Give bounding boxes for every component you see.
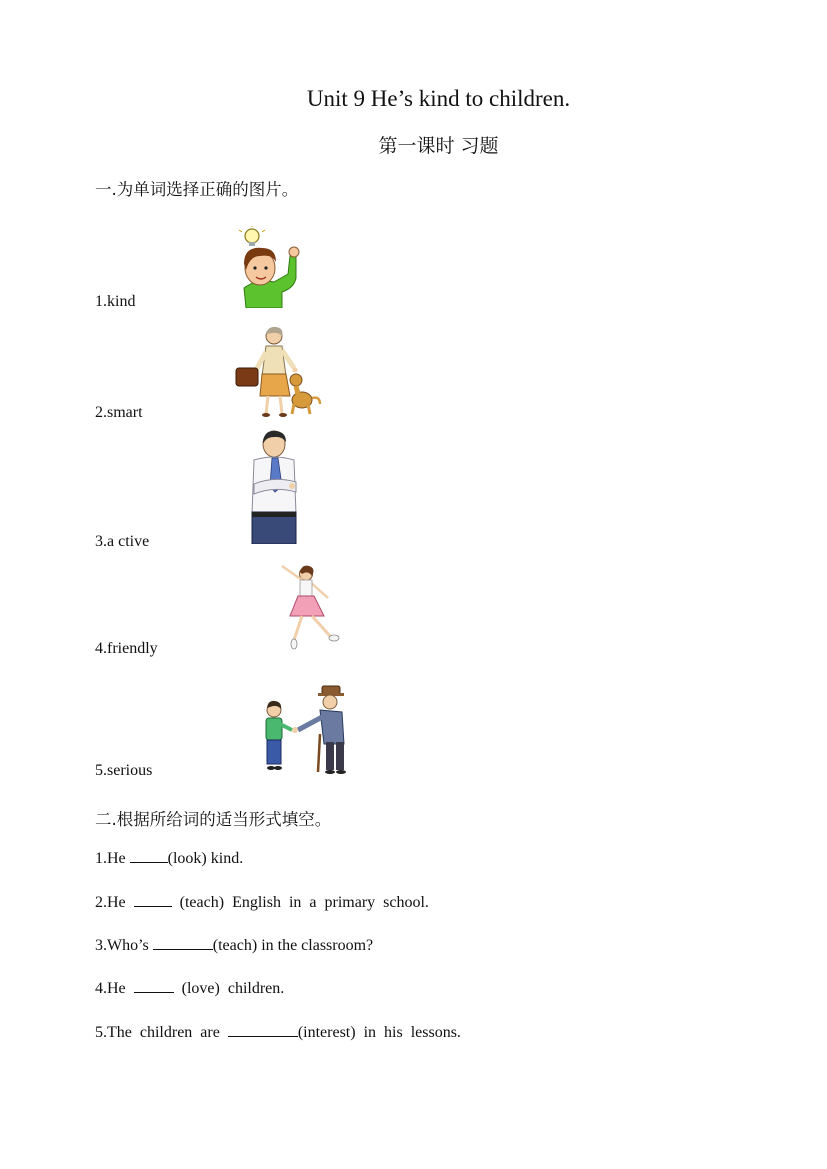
woman-petting-dog-icon: [232, 324, 324, 418]
fill-item-3-before: 3.Who’s: [95, 937, 149, 954]
fill-item-2: [95, 894, 429, 912]
fill-item-3: [95, 937, 373, 955]
fill-item-2-after: English in a primary school.: [232, 894, 429, 911]
fill-item-4: [95, 980, 284, 998]
fill-item-4-hint: (love): [181, 980, 220, 997]
fill-item-4-before: 4.He: [95, 980, 126, 997]
word-item-3: 3.a ctive: [95, 533, 150, 550]
fill-item-5-before: 5.The children are: [95, 1024, 220, 1041]
fill-item-1-blank[interactable]: [130, 861, 168, 863]
boy-shaking-hands-with-old-man-icon: [262, 684, 354, 774]
fill-item-2-hint: (teach): [179, 894, 225, 911]
page-title: Unit 9 He’s kind to children.: [306, 86, 571, 111]
fill-item-5-blank[interactable]: [228, 1035, 298, 1037]
boy-with-idea-icon: [238, 226, 304, 308]
word-item-4: 4.friendly: [95, 640, 158, 657]
fill-item-1: [95, 850, 243, 868]
dancing-girl-icon: [272, 560, 342, 656]
fill-item-5: [95, 1024, 461, 1042]
fill-item-4-after: children.: [227, 980, 285, 997]
fill-item-3-hint: (teach): [212, 937, 258, 954]
fill-item-2-before: 2.He: [95, 894, 126, 911]
fill-item-1-before: 1.He: [95, 850, 126, 867]
man-arms-crossed-icon: [246, 430, 304, 544]
word-item-2: 2.smart: [95, 404, 143, 421]
section-1-heading: 一.为单词选择正确的图片。: [95, 180, 299, 199]
section-2-heading: 二.根据所给词的适当形式填空。: [95, 810, 332, 829]
fill-item-1-after: kind.: [210, 850, 244, 867]
fill-item-4-blank[interactable]: [134, 991, 174, 993]
fill-item-5-after: in his lessons.: [363, 1024, 461, 1041]
word-item-1: 1.kind: [95, 293, 136, 310]
word-item-5: 5.serious: [95, 762, 153, 779]
fill-item-5-hint: (interest): [297, 1024, 356, 1041]
page-subtitle: 第一课时 习题: [378, 135, 499, 157]
fill-item-1-hint: (look): [167, 850, 207, 867]
fill-item-2-blank[interactable]: [134, 905, 172, 907]
fill-item-3-blank[interactable]: [153, 948, 213, 950]
fill-item-3-after: in the classroom?: [261, 937, 374, 954]
